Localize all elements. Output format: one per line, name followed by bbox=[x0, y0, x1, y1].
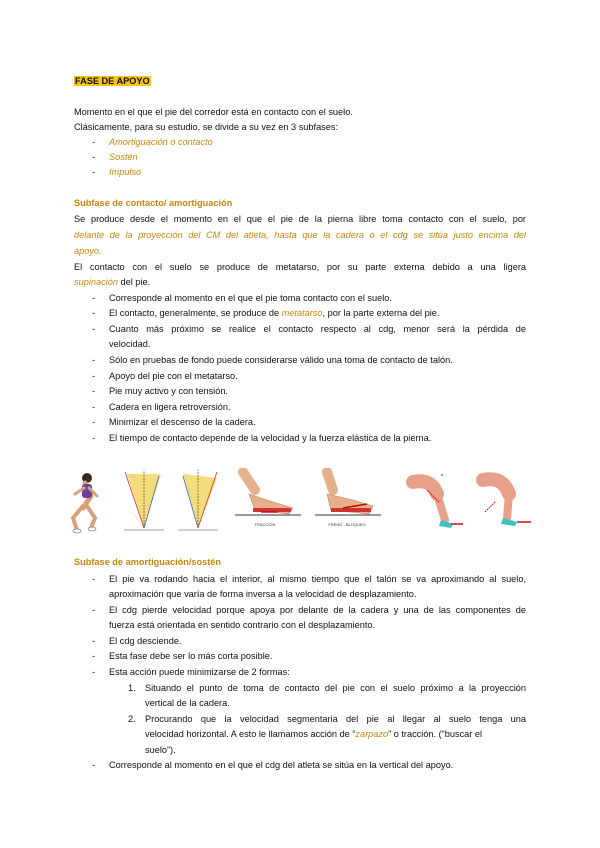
bullet-dash: - bbox=[92, 324, 96, 334]
paragraph-line: apoyo. bbox=[74, 246, 102, 256]
force-fan-diagram bbox=[173, 468, 223, 538]
numbered-item-cont: suelo”). bbox=[145, 745, 176, 755]
brake-foot-diagram bbox=[313, 468, 383, 538]
bullet-dash: - bbox=[92, 402, 96, 412]
subphase-item: Amortiguación o contacto bbox=[109, 137, 213, 147]
bullet-dash: - bbox=[92, 651, 96, 661]
list-item: Cadera en ligera retroversión. bbox=[109, 402, 231, 412]
list-item: Sólo en pruebas de fondo puede considerarse válido una toma de contacto de talón. bbox=[109, 355, 453, 365]
list-item: Corresponde al momento en el que el cdg del atleta se sitúa en la vertical del apoyo. bbox=[109, 760, 454, 770]
figure-label-b: b bbox=[499, 472, 502, 477]
paragraph-line: supinación del pie. bbox=[74, 277, 151, 287]
bullet-dash: - bbox=[92, 386, 96, 396]
numbered-item-cont: velocidad horizontal. A esto le llamamos acción de “zarpazo” o tracción. (“buscar el bbox=[145, 729, 483, 739]
bullet-dash: - bbox=[92, 417, 96, 427]
section-heading-support: Subfase de amortiguación/sostén bbox=[74, 557, 222, 567]
list-item: El contacto, generalmente, se produce de metatarso, por la parte externa del pie. bbox=[109, 308, 440, 318]
paragraph-line: Se produce desde el momento en el que el pie de la pierna libre toma contacto con el suelo, por bbox=[74, 214, 526, 224]
intro-line-1: Momento en el que el pie del corredor está en contacto con el suelo. bbox=[74, 107, 353, 117]
list-item: Apoyo del pie con el metatarso. bbox=[109, 371, 238, 381]
list-item: Cuanto más próximo se realice el contacto respecto al cdg, menor será la pérdida de bbox=[109, 324, 526, 334]
bullet-dash: - bbox=[92, 293, 96, 303]
bullet-dash: - bbox=[92, 667, 96, 677]
list-item: Corresponde al momento en el que el pie toma contacto con el suelo. bbox=[109, 293, 392, 303]
bullet-dash: - bbox=[92, 308, 96, 318]
numbered-item: Procurando que la velocidad segmentaria del pie al llegar al suelo tenga una bbox=[145, 714, 526, 724]
force-fan-diagram bbox=[119, 468, 169, 538]
list-item: Minimizar el descenso de la cadera. bbox=[109, 417, 256, 427]
figures-row bbox=[65, 468, 535, 538]
paragraph-line: El contacto con el suelo se produce de metatarso, por su parte externa debido a una ligera bbox=[74, 262, 526, 272]
bullet-dash: - bbox=[92, 152, 96, 162]
leg-diagram-b bbox=[473, 468, 535, 538]
numbered-marker: 1. bbox=[128, 683, 136, 693]
bullet-dash: - bbox=[92, 605, 96, 615]
list-item: El cdg pierde velocidad porque apoya por delante de la cadera y una de las componentes de bbox=[109, 605, 526, 615]
list-item: Pie muy activo y con tensión. bbox=[109, 386, 228, 396]
subphase-item: Sostén bbox=[109, 152, 138, 162]
list-item-cont: velocidad. bbox=[109, 339, 151, 349]
figure-caption-traccion: TRACCIÓN bbox=[254, 522, 276, 527]
bullet-dash: - bbox=[92, 167, 96, 177]
numbered-item: Situando el punto de toma de contacto del pie con el suelo próximo a la proyección bbox=[145, 683, 526, 693]
bullet-dash: - bbox=[92, 355, 96, 365]
bullet-dash: - bbox=[92, 636, 96, 646]
paragraph-line: delante de la proyección del CM del atleta, hasta que la cadera o el cdg se sitúa justo encima del bbox=[74, 230, 526, 240]
bullet-dash: - bbox=[92, 574, 96, 584]
leg-diagram-a bbox=[405, 468, 465, 538]
runner-illustration bbox=[65, 468, 105, 538]
list-item: Esta fase debe ser lo más corta posible. bbox=[109, 651, 273, 661]
bullet-dash: - bbox=[92, 433, 96, 443]
section-heading-contact: Subfase de contacto/ amortiguación bbox=[74, 198, 233, 208]
list-item: Esta acción puede minimizarse de 2 formas: bbox=[109, 667, 290, 677]
list-item: El pie va rodando hacia el interior, al mismo tiempo que el talón se va aproximando al suelo, bbox=[109, 574, 526, 584]
list-item-cont: aproximación que varía de forma inversa a la velocidad de desplazamiento. bbox=[109, 589, 417, 599]
list-item: El cdg desciende. bbox=[109, 636, 182, 646]
figure-label-a: a bbox=[441, 472, 444, 477]
list-item-cont: fuerza está orientada en sentido contrario con el desplazamiento. bbox=[109, 620, 376, 630]
intro-line-2: Clásicamente, para su estudio, se divide a su vez en 3 subfases: bbox=[74, 122, 339, 132]
bullet-dash: - bbox=[92, 371, 96, 381]
numbered-marker: 2. bbox=[128, 714, 136, 724]
figure-caption-freno: FRENO - BLOQUEO bbox=[328, 522, 366, 527]
bullet-dash: - bbox=[92, 137, 96, 147]
list-item: El tiempo de contacto depende de la velocidad y la fuerza elástica de la pierna. bbox=[109, 433, 432, 443]
bullet-dash: - bbox=[92, 760, 96, 770]
traction-foot-diagram bbox=[233, 468, 303, 538]
subphase-item: Impulso bbox=[109, 167, 142, 177]
numbered-item-cont: vertical de la cadera. bbox=[145, 698, 230, 708]
page-title: FASE DE APOYO bbox=[75, 76, 150, 86]
